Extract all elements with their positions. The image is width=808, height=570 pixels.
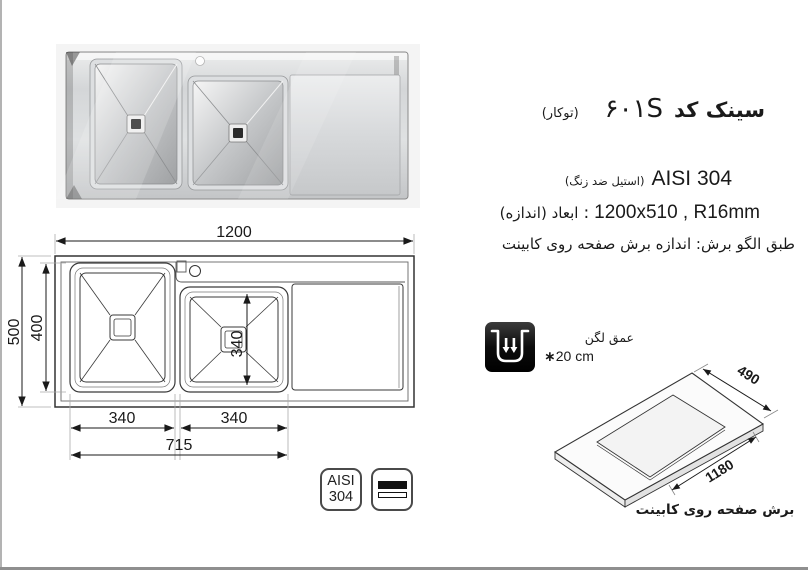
hollow-bar-glyph (378, 492, 407, 498)
sink-photo-graphic (56, 44, 420, 208)
aisi-badge-line2: 304 (328, 488, 354, 505)
dim-bowl2-width (181, 410, 287, 428)
dim-bowl1-width (71, 410, 174, 428)
dim-label-500: 500 (6, 318, 23, 346)
dim-label-490: 490 (734, 362, 763, 388)
dim-bowls-span (71, 437, 287, 455)
dim-label-340b: 340 (220, 410, 248, 427)
solid-bar-glyph (378, 481, 407, 489)
depth-label-text: عمق لگن (584, 330, 634, 345)
steel-grade-line (400, 167, 732, 191)
product-code: ۶۰۱S (604, 94, 665, 124)
depth-value-text: 20 cm (555, 347, 594, 364)
technical-drawing-graphic (6, 218, 468, 478)
size-value: 1200x510 , R16mm (594, 202, 760, 223)
countertop-caption: برش صفحه روی کابینت (635, 502, 795, 518)
dim-label-400: 400 (29, 314, 46, 342)
bowl-depth-label (544, 330, 634, 365)
countertop-cut-drawing (545, 362, 801, 522)
dim-label-340v: 340 (229, 330, 246, 358)
steel-grade: AISI 304 (651, 167, 732, 190)
dim-label-1180: 1180 (702, 455, 737, 486)
cutting-note: طبق الگو برش: اندازه برش صفحه روی کابینت (501, 235, 795, 253)
sink-product-photo (56, 44, 420, 208)
faucet-hole-drawing (190, 266, 201, 277)
footnote-star: ∗ (544, 347, 556, 364)
faucet-hole (196, 57, 205, 66)
aisi-badge-line1: AISI (327, 472, 355, 489)
aisi-304-badge (320, 468, 362, 511)
page-left-border (0, 0, 2, 570)
product-name: سینک کد (674, 98, 765, 122)
size-label: ابعاد (اندازه) (499, 204, 579, 222)
install-type-label: (توکار) (541, 106, 579, 121)
bowl-depth-icon (485, 322, 535, 372)
sheet-layers-badge (371, 468, 413, 511)
steel-note: (استیل ضد زنگ) (564, 174, 645, 188)
technical-drawing (6, 218, 468, 478)
size-colon: : (583, 203, 590, 223)
product-title (400, 94, 765, 124)
dim-overall-width (55, 224, 414, 254)
dim-label-1200: 1200 (216, 224, 252, 241)
dim-label-340a: 340 (108, 410, 136, 427)
dim-label-715: 715 (165, 437, 193, 454)
